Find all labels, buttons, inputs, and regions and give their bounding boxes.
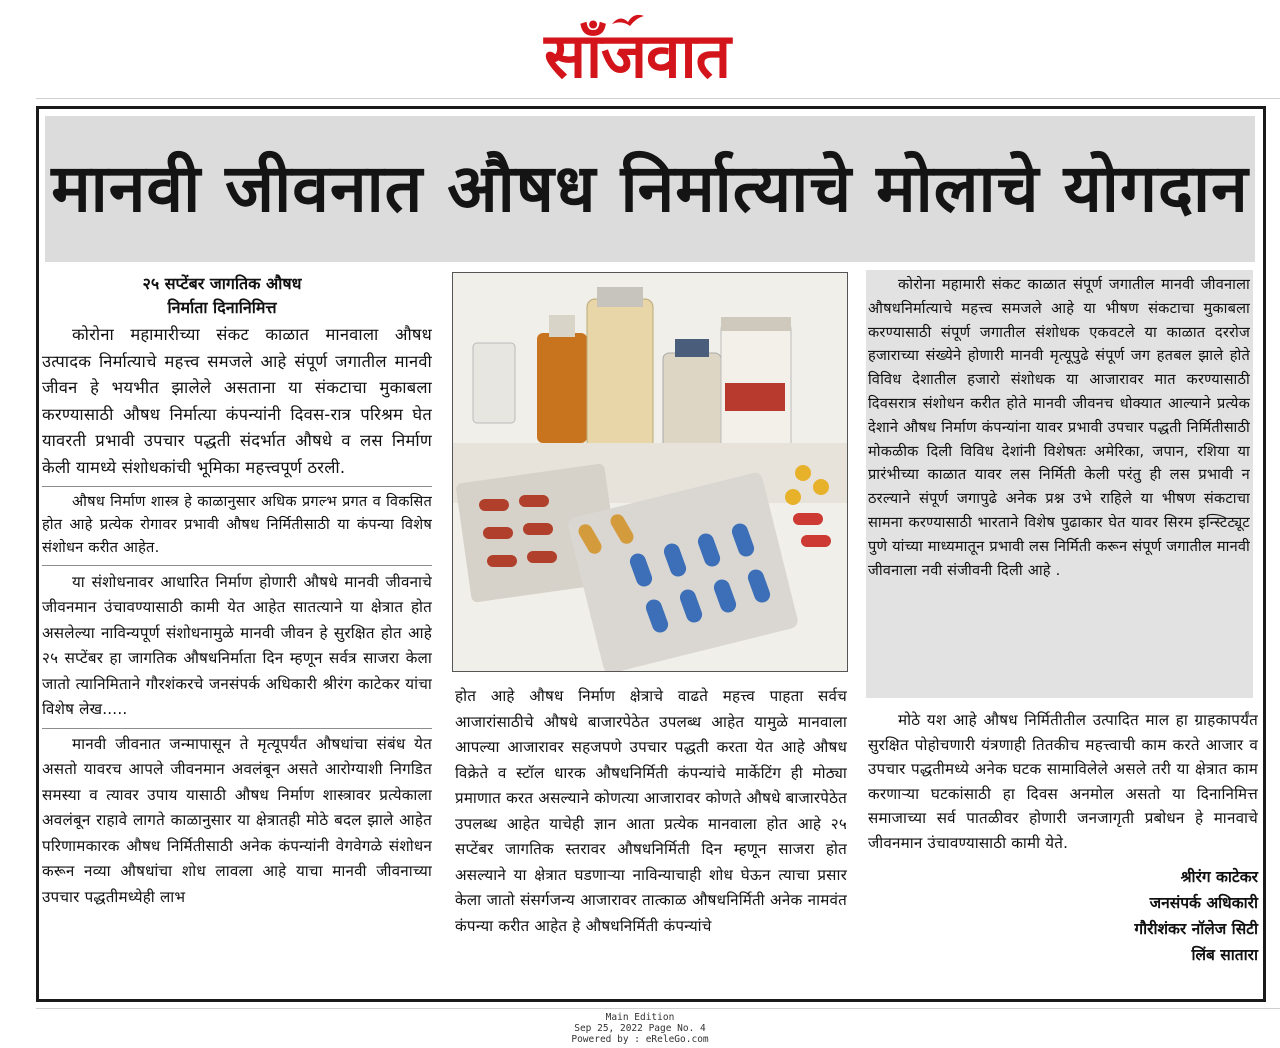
author-organization: गौरीशंकर नॉलेज सिटी (1134, 919, 1258, 938)
paragraph: मानवी जीवनात जन्मापासून ते मृत्यूपर्यंत औषधांचा संबंध येत असतो यावरच आपले जीवनमान अवलंबून असते आरोग्याशी निगडित समस्या व त्यावर उपाय यासाठी औषध निर्माण शास्त्रावर प्रत्येकाला अवलंबून राहावे लागते काळानुसार या क्षेत्रातही मोठे बदल झाले आहेत परिणामकारक औषध निर्मितीसाठी अनेक कंपन्यांनी वेगवेगळे संशोधन करून नव्या औषधांचा शोध लावला आहे याचा मानवी जीवनाच्या उपचार पद्धतीमध्येही लाभ (42, 734, 432, 906)
paragraph: होत आहे औषध निर्माण क्षेत्राचे वाढते महत्त्व पाहता सर्वच आजारांसाठीचे औषधे बाजारपेठेत उपलब्ध आहेत यामुळे मानवाला आपल्या आजारावर सहजपणे उपचार पद्धती करता येत आहे औषध विक्रेते व स्टॉल धारक औषधनिर्मिती कंपन्यांचे मार्केटिंग ही मोठ्या प्रमाणात करत असल्याने कोणत्या आजारावर कोणते औषधे बाजारपेठेत उपलब्ध आहेत याचेही ज्ञान आता प्रत्येक मानवाला होत आहे २५ सप्टेंबर जागतिक स्तरावर औषधनिर्मिती दिन म्हणून साजरा होत असल्याने या क्षेत्रात घडणाऱ्या नाविन्याचाही शोध घेऊन त्याचा प्रसार केला जातो संसर्गजन्य आजारावर तात्काळ औषधनिर्मिती अनेक नामवंत कंपन्या करीत आहेत हे औषधनिर्मिती कंपन्यांचे (455, 687, 847, 935)
paragraph: कोरोना महामारीच्या संकट काळात मानवाला औषध उत्पादक निर्मात्याचे महत्त्व समजले आहे संपूर्ण जगातील मानवी जीवन हे भयभीत झालेले असताना या संकटाचा मुकाबला करण्यासाठी औषध निर्मात्या कंपन्यांनी दिवस-रात्र परिश्रम घेत यावरती प्रभावी उपचार पद्धती संदर्भात औषधे व लस निर्माण केली यामध्ये संशोधकांची भूमिका महत्त्वपूर्ण ठरली. (42, 325, 432, 477)
medicine-photo (452, 272, 848, 672)
article-headline: मानवी जीवनात औषध निर्मात्याचे मोलाचे योगदान (51, 150, 1249, 227)
newspaper-logo[interactable]: साँजवात (544, 19, 730, 92)
divider (42, 565, 432, 566)
divider (42, 728, 432, 729)
paragraph: या संशोधनावर आधारित निर्माण होणारी औषधे मानवी जीवनाचे जीवनमान उंचावण्यासाठी कामी येत आहेत सातत्याने या क्षेत्रात होत असलेल्या नाविन्यपूर्ण संशोधनामुळे मानवी जीवन हे सुरक्षित होत आहे २५ सप्टेंबर हा जागतिक औषधनिर्माता दिन म्हणून सर्वत्र साजरा केला जातो त्यानिमिताने गौरशंकरचे जनसंपर्क अधिकारी श्रीरंग काटेकर यांचा विशेष लेख..... (42, 572, 432, 719)
author-name: श्रीरंग काटेकर (1180, 867, 1258, 886)
column-right-box (868, 273, 1250, 582)
powered-by-link[interactable]: Powered by : eReleGo.com (571, 1034, 709, 1045)
masthead (0, 0, 1280, 98)
medicine-illustration (453, 273, 848, 672)
divider (36, 98, 1280, 99)
subheading-line-2: निर्माता दिनानिमित्त (167, 298, 277, 317)
paragraph: मोठे यश आहे औषध निर्मितीतील उत्पादित माल हा ग्राहकापर्यंत सुरक्षित पोहोचणारी यंत्रणाही तितकीच महत्त्वाची काम करते आजार व उपचार पद्धतीमध्ये अनेक घटक सामाविलेले असले तरी या क्षेत्रात काम करणाऱ्या घटकांसाठी हा दिवस अनमोल असतो या दिनानिमित्त समाजाच्या सर्व पातळीवर होणारी जनजागृती प्रबोधन हे मानवाचे जीवनमान उंचावण्यासाठी कामी येते. (868, 711, 1258, 852)
column-middle (455, 684, 847, 939)
edition-label: Main Edition (605, 1012, 675, 1023)
column-right (868, 708, 1258, 968)
subheading-line-1: २५ सप्टेंबर जागतिक औषध (142, 274, 302, 293)
divider (42, 486, 432, 487)
page-footer (0, 1008, 1280, 1048)
author-title: जनसंपर्क अधिकारी (1149, 893, 1258, 912)
paragraph: कोरोना महामारी संकट काळात संपूर्ण जगातील मानवी जीवनाला औषधनिर्मात्याचे महत्त्व समजले आहे या भीषण संकटाचा मुकाबला करण्यासाठी संपूर्ण जगातील संशोधक एकवटले या काळात दररोज हजाराच्या संख्येने होणारी मानवी मृत्यूपुढे संपूर्ण जग हतबल झाले होते विविध देशातील हजारो संशोधक या आजारावर मात करण्यासाठी दिवसरात्र संशोधन करीत होते मानवी जीवनच धोक्यात आल्याने प्रत्येक देशाने औषध निर्माण कंपन्यांना यावर प्रभावी उपचार पद्धती निर्मितीसाठी मोकळीक दिली विविध देशांनी विशेषतः अमेरिका, जपान, रशिया या प्रारंभीच्या काळात यावर लस निर्मिती केली परंतु ही लस प्रभावी न ठरल्याने संपूर्ण जगापुढे अनेक प्रश्न उभे राहिले या भीषण संकटाचा सामना करण्यासाठी भारताने विशेष पुढाकार घेत यावर सिरम इन्स्टिट्यूट पुणे यांच्या माध्यमातून प्रभावी लस निर्मिती करून संपूर्ण जगातील मानवी जीवनाला नवी संजीवनी दिली आहे . (868, 276, 1250, 579)
author-signature (868, 864, 1258, 968)
date-page-label: Sep 25, 2022 Page No. 4 (574, 1023, 706, 1034)
paragraph: औषध निर्माण शास्त्र हे काळानुसार अधिक प्रगल्भ प्रगत व विकसित होत आहे प्रत्येक रोगावर प्रभावी औषध निर्मितीसाठी या कंपन्या विशेष संशोधन करीत आहेत. (42, 493, 432, 557)
column-left (42, 272, 432, 910)
author-location: लिंब सातारा (1191, 945, 1258, 964)
